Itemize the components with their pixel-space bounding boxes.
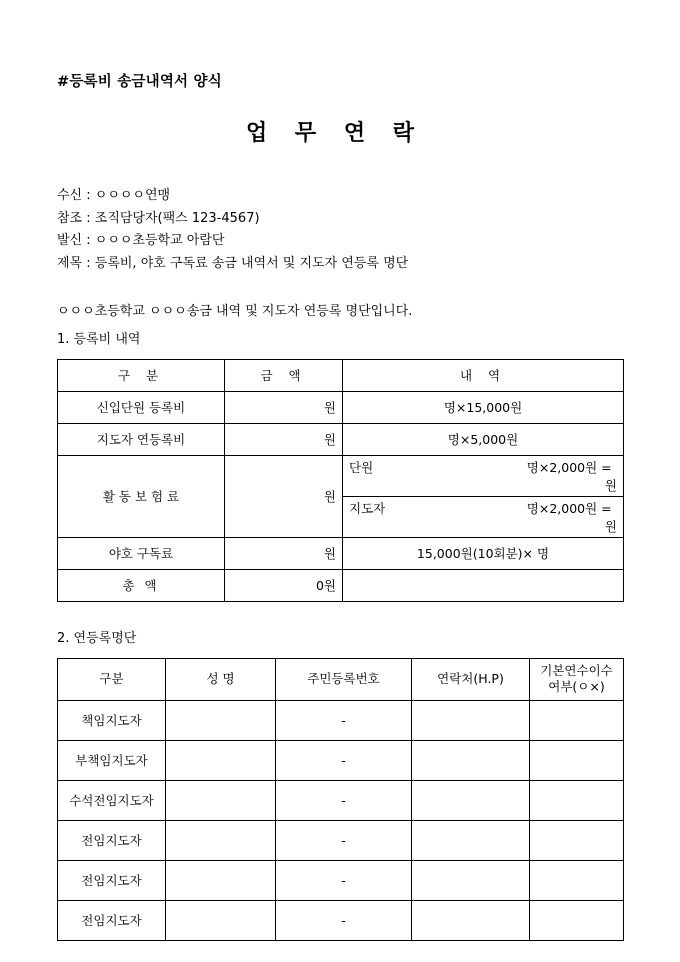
insurance-members-calc: 명×2,000원 = [526, 459, 612, 475]
insurance-members-unit: 원 [604, 477, 617, 493]
roster-header-training-line2: 여부(ㅇ×) [548, 679, 605, 695]
roster-phone-5[interactable] [412, 860, 530, 900]
roster-name-4[interactable] [166, 820, 276, 860]
roster-training-3[interactable] [530, 780, 624, 820]
roster-role-3: 수석전임지도자 [58, 780, 166, 820]
document-meta [57, 185, 623, 276]
fee-row-detail-new-member[interactable]: 명×15,000원 [343, 391, 624, 423]
roster-rrn-5[interactable]: - [276, 860, 412, 900]
table-row [58, 391, 624, 423]
table-row [58, 860, 624, 900]
roster-header-training [530, 658, 624, 700]
roster-header-training-line1: 기본연수이수 [540, 662, 613, 678]
fee-row-detail-total [343, 569, 624, 601]
fee-header-amount: 금 액 [225, 359, 343, 391]
fee-row-label-total: 총 액 [58, 569, 225, 601]
roster-role-1: 책임지도자 [58, 700, 166, 740]
fee-row-detail-insurance-leaders[interactable] [343, 496, 624, 537]
fee-header-category: 구 분 [58, 359, 225, 391]
fee-row-detail-insurance-members[interactable] [343, 455, 624, 496]
roster-phone-4[interactable] [412, 820, 530, 860]
fee-row-detail-leader-registration[interactable]: 명×5,000원 [343, 423, 624, 455]
roster-header-rrn: 주민등록번호 [276, 658, 412, 700]
roster-header-phone: 연락처(H.P) [412, 658, 530, 700]
table-row [58, 900, 624, 940]
roster-training-2[interactable] [530, 740, 624, 780]
roster-rrn-3[interactable]: - [276, 780, 412, 820]
fee-row-amount-leader-registration[interactable]: 원 [225, 423, 343, 455]
insurance-leaders-label: 지도자 [349, 500, 386, 516]
roster-rrn-4[interactable]: - [276, 820, 412, 860]
roster-training-6[interactable] [530, 900, 624, 940]
fee-row-label-new-member: 신입단원 등록비 [58, 391, 225, 423]
insurance-members-label: 단원 [349, 459, 374, 475]
roster-phone-2[interactable] [412, 740, 530, 780]
roster-role-2: 부책임지도자 [58, 740, 166, 780]
roster-training-4[interactable] [530, 820, 624, 860]
fee-row-label-insurance: 활 동 보 험 료 [58, 455, 225, 537]
roster-role-6: 전임지도자 [58, 900, 166, 940]
fee-header-detail: 내 역 [343, 359, 624, 391]
document-content [57, 72, 623, 941]
roster-role-5: 전임지도자 [58, 860, 166, 900]
document-tag: #등록비 송금내역서 양식 [57, 74, 222, 90]
table-row [58, 455, 624, 496]
roster-phone-1[interactable] [412, 700, 530, 740]
roster-rrn-1[interactable]: - [276, 700, 412, 740]
table-row-header [58, 359, 624, 391]
roster-training-1[interactable] [530, 700, 624, 740]
table-row [58, 423, 624, 455]
fee-row-amount-insurance[interactable]: 원 [225, 455, 343, 537]
section-label-fees: 1. 등록비 내역 [57, 331, 141, 347]
roster-rrn-2[interactable]: - [276, 740, 412, 780]
roster-rrn-6[interactable]: - [276, 900, 412, 940]
roster-name-5[interactable] [166, 860, 276, 900]
roster-name-3[interactable] [166, 780, 276, 820]
meta-line-reference: 참조 : 조직담당자(팩스 123-4567) [57, 210, 260, 226]
roster-name-2[interactable] [166, 740, 276, 780]
document-intro: ㅇㅇㅇ초등학교 ㅇㅇㅇ송금 내역 및 지도자 연등록 명단입니다. [57, 303, 413, 319]
insurance-leaders-unit: 원 [604, 518, 617, 534]
roster-phone-6[interactable] [412, 900, 530, 940]
fee-row-amount-subscription[interactable]: 원 [225, 537, 343, 569]
roster-phone-3[interactable] [412, 780, 530, 820]
table-row [58, 569, 624, 601]
fee-table [57, 359, 624, 602]
fee-row-amount-total: 0원 [225, 569, 343, 601]
roster-header-category: 구분 [58, 658, 166, 700]
table-row [58, 780, 624, 820]
table-row [58, 740, 624, 780]
document-title: 업 무 연 락 [246, 121, 424, 147]
roster-role-4: 전임지도자 [58, 820, 166, 860]
roster-training-5[interactable] [530, 860, 624, 900]
fee-row-label-leader-registration: 지도자 연등록비 [58, 423, 225, 455]
fee-row-detail-subscription[interactable]: 15,000원(10회분)× 명 [343, 537, 624, 569]
table-row-header [58, 658, 624, 700]
table-row [58, 820, 624, 860]
meta-line-sender: 발신 : ㅇㅇㅇ초등학교 아람단 [57, 233, 225, 249]
meta-line-subject: 제목 : 등록비, 야호 구독료 송금 내역서 및 지도자 연등록 명단 [57, 256, 409, 272]
roster-name-6[interactable] [166, 900, 276, 940]
insurance-leaders-calc: 명×2,000원 = [526, 500, 612, 516]
section-label-roster: 2. 연등록명단 [57, 630, 137, 646]
roster-table [57, 658, 624, 941]
table-row [58, 537, 624, 569]
fee-row-amount-new-member[interactable]: 원 [225, 391, 343, 423]
roster-header-name: 성 명 [166, 658, 276, 700]
fee-row-label-subscription: 야호 구독료 [58, 537, 225, 569]
meta-line-recipient: 수신 : ㅇㅇㅇㅇ연맹 [57, 187, 171, 203]
table-row [58, 700, 624, 740]
roster-name-1[interactable] [166, 700, 276, 740]
